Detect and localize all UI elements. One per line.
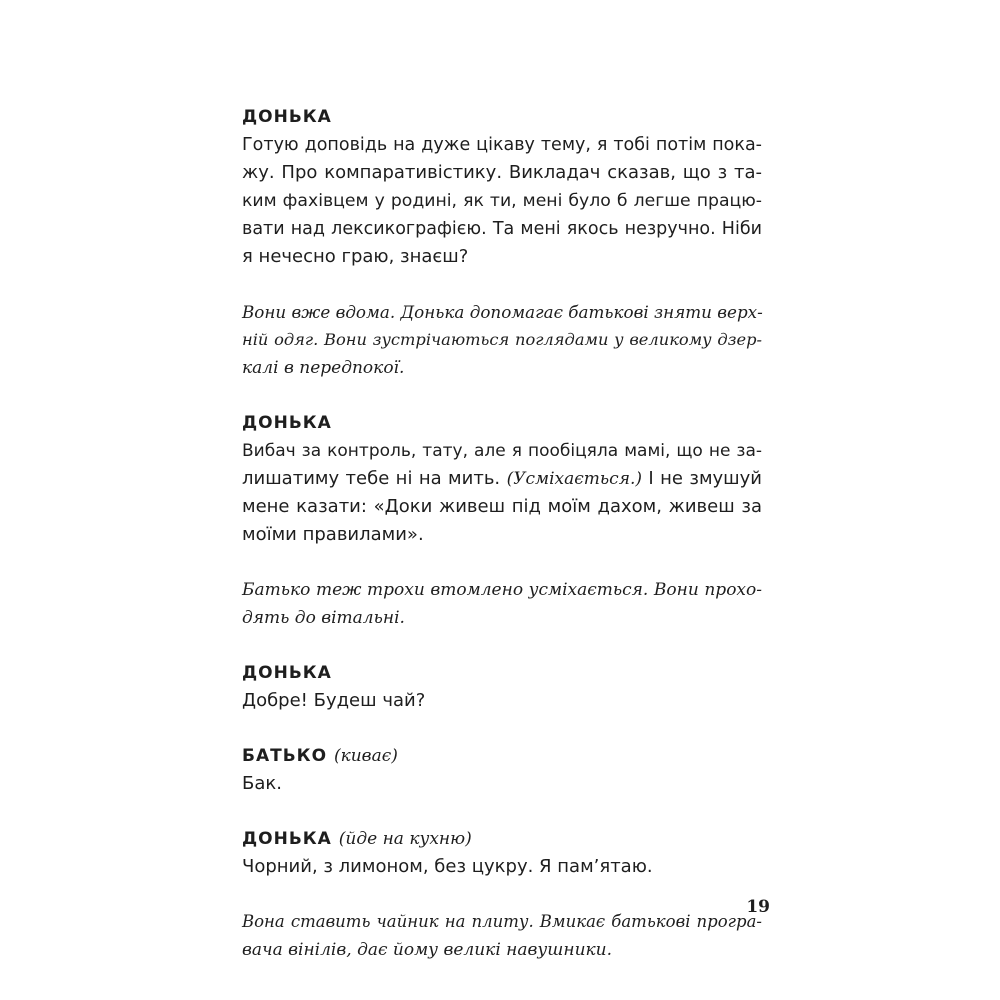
inline-stage-direction: (Усміхається.) — [506, 469, 642, 489]
speaker-direction: (киває) — [333, 746, 398, 766]
speaker-line — [242, 825, 762, 853]
speaker-line — [242, 742, 762, 770]
speaker-name: ДОНЬКА — [242, 663, 332, 683]
dialogue-line: жу. Про компаративістику. Викладач сказав, що з та- — [242, 162, 762, 183]
dialogue-block — [242, 409, 762, 549]
speaker-name: ДОНЬКА — [242, 413, 332, 433]
dialogue-line: Готую доповідь на дуже цікаву тему, я тобі потім пока- — [242, 135, 762, 155]
stage-direction-line: Вони вже вдома. Донька допомагає батькові зняти верх- — [242, 302, 763, 322]
stage-direction-line: калі в передпокої. — [242, 358, 405, 378]
paragraph-gap — [242, 382, 762, 409]
stage-direction-line: вача вінілів, дає йому великі навушники. — [242, 940, 613, 960]
dialogue-line: я нечесно граю, знаєш? — [242, 246, 469, 267]
paragraph-gap — [242, 798, 762, 825]
paragraph-gap — [242, 881, 762, 908]
stage-direction-line: ній одяг. Вони зустрічаються поглядами у великому дзер- — [242, 330, 762, 349]
stage-direction-line: Батько теж трохи втомлено усміхається. Вони прохо- — [242, 580, 762, 600]
speaker-name: БАТЬКО — [242, 746, 328, 766]
stage-direction-line: дять до вітальні. — [242, 608, 405, 628]
paragraph-gap — [242, 271, 762, 298]
text-column — [242, 103, 762, 964]
paragraph-gap — [242, 632, 762, 659]
dialogue-text: І не змушуй — [648, 468, 762, 489]
dialogue-block — [242, 103, 762, 271]
paragraph-gap — [242, 715, 762, 742]
stage-direction-block — [242, 576, 762, 632]
dialogue-line: Чорний, з лимоном, без цукру. Я пам’ятаю. — [242, 856, 653, 877]
dialogue-text: лишатиму тебе ні на мить. — [242, 468, 501, 489]
stage-direction-block — [242, 298, 762, 382]
dialogue-line: Вибач за контроль, тату, але я пообіцяла мамі, що не за- — [242, 441, 762, 461]
stage-direction-block — [242, 908, 762, 964]
speaker-direction: (йде на кухню) — [338, 829, 472, 849]
dialogue-block — [242, 825, 762, 881]
dialogue-line: вати над лексикографією. Та мені якось незручно. Ніби — [242, 219, 762, 239]
dialogue-line: мене казати: «Доки живеш під моїм дахом, живеш за — [242, 496, 762, 517]
speaker-name: ДОНЬКА — [242, 107, 332, 127]
dialogue-line: ким фахівцем у родині, як ти, мені було б легше працю- — [242, 191, 762, 211]
dialogue-block — [242, 659, 762, 715]
speaker-name: ДОНЬКА — [242, 829, 332, 849]
dialogue-line: Добре! Будеш чай? — [242, 690, 426, 711]
dialogue-line: моїми правилами». — [242, 524, 424, 545]
page-number: 19 — [746, 897, 770, 917]
paragraph-gap — [242, 549, 762, 576]
dialogue-block — [242, 742, 762, 798]
stage-direction-line: Вона ставить чайник на плиту. Вмикає батькові програ- — [242, 912, 762, 931]
dialogue-line: Бак. — [242, 773, 282, 794]
dialogue-line — [242, 465, 762, 493]
